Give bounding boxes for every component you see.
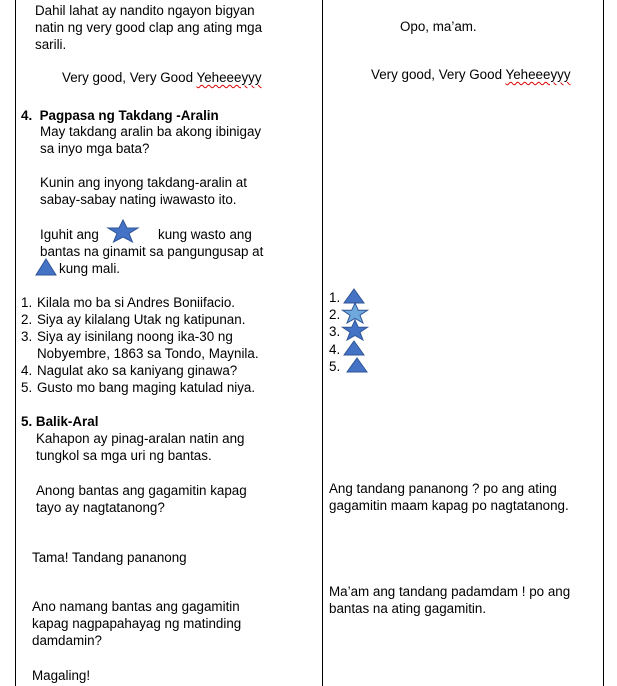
answer-number: 3. (329, 324, 341, 339)
column-divider (322, 0, 323, 686)
sec4-instruction-line-2: sabay-sabay nating iwawasto ito. (40, 192, 237, 207)
section-5-number: 5. (21, 414, 33, 429)
cheer-text: Very good, Very Good (62, 70, 197, 85)
triangle-icon (346, 357, 368, 373)
sec5-praise: Tama! Tandang pananong (32, 550, 187, 565)
sec5-question2-line-1: Ano namang bantas ang gagamitin (32, 599, 240, 614)
list-item-number: 3. (21, 329, 33, 344)
sec5-question-line-1: Anong bantas ang gagamitin kapag (36, 483, 247, 498)
table-left-border (15, 0, 16, 686)
list-item-continued: Nobyembre, 1863 sa Tondo, Maynila. (37, 346, 259, 361)
list-item-number: 2. (21, 312, 33, 327)
triangle-icon (35, 258, 57, 276)
sec5-closing: Magaling! (32, 668, 91, 683)
answer-number: 4. (329, 342, 341, 357)
list-item: Siya ay isinilang noong ika-30 ng (37, 329, 233, 344)
answer-number: 5. (329, 359, 341, 374)
draw-instruction-a: Iguhit ang (40, 227, 99, 242)
draw-instruction-b: kung wasto ang (158, 227, 252, 242)
sec5-question2-line-3: damdamin? (32, 633, 102, 648)
student-reply-3-line-2: bantas na ating gagamitin. (329, 601, 487, 616)
section-4-title: Pagpasa ng Takdang -Aralin (39, 108, 219, 123)
student-cheer (371, 66, 571, 83)
list-item: Gusto mo bang maging katulad niya. (37, 380, 256, 395)
list-item: Siya ay kilalang Utak ng katipunan. (37, 312, 246, 327)
section-4-heading (21, 107, 219, 124)
list-item-number: 5. (21, 380, 33, 395)
sec5-intro-line-1: Kahapon ay pinag-aralan natin ang (36, 431, 245, 446)
section-5-title: Balik-Aral (35, 414, 99, 429)
sec5-question2-line-2: kapag nagpapahayag ng matinding (32, 616, 242, 631)
intro-line-2: natin ng very good clap ang ating mga (35, 20, 263, 35)
answer-number: 2. (329, 307, 341, 322)
teacher-cheer (62, 69, 262, 86)
student-reply-2-line-1: Ang tandang pananong ? po ang ating (329, 481, 557, 496)
list-item-number: 1. (21, 295, 33, 310)
list-item: Kilala mo ba si Andres Boniifacio. (37, 295, 235, 310)
section-5-heading (21, 413, 98, 430)
table-right-border (603, 0, 604, 686)
draw-instruction-c: bantas na ginamit sa pangungusap at (40, 244, 264, 259)
sec5-intro-line-2: tungkol sa mga uri ng bantas. (36, 448, 212, 463)
cheer-word: Yeheeeyyy (196, 70, 262, 85)
answer-number: 1. (329, 290, 341, 305)
list-item: Nagulat ako sa kaniyang ginawa? (37, 363, 238, 378)
student-reply-2-line-2: gagamitin maam kapag po nagtatanong. (329, 498, 569, 513)
triangle-icon (343, 340, 365, 356)
sec4-instruction-line-1: Kunin ang inyong takdang-aralin at (40, 175, 247, 190)
intro-line-3: sarili. (35, 37, 67, 52)
sec4-question-line-2: sa inyo mga bata? (40, 141, 150, 156)
section-4-number: 4. (21, 108, 33, 123)
intro-line-1: Dahil lahat ay nandito ngayon bigyan (35, 3, 255, 18)
cheer-word: Yeheeeyyy (505, 67, 571, 82)
sec5-question-line-2: tayo ay nagtatanong? (36, 500, 165, 515)
list-item-number: 4. (21, 363, 33, 378)
student-reply-1: Opo, ma’am. (400, 19, 477, 34)
star-icon (341, 319, 369, 341)
student-reply-3-line-1: Ma’am ang tandang padamdam ! po ang (329, 584, 571, 599)
star-icon (106, 219, 140, 243)
cheer-text: Very good, Very Good (371, 67, 506, 82)
draw-instruction-d: kung mali. (59, 261, 121, 276)
sec4-question-line-1: May takdang aralin ba akong ibinigay (40, 124, 262, 139)
